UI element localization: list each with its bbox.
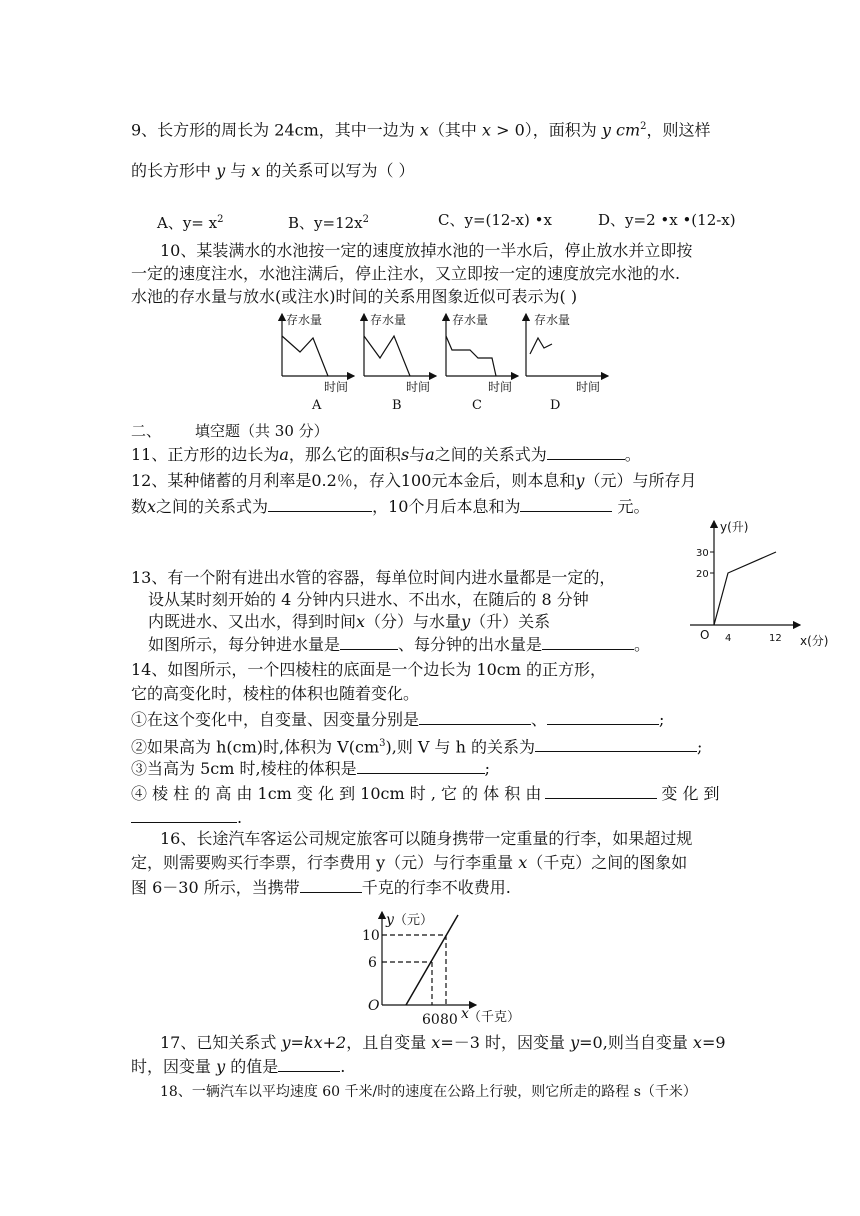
q14-line1: 14、如图所示，一个四棱柱的底面是一个边长为 10cm 的正方形， xyxy=(131,660,607,679)
q9-text: ，则这样 xyxy=(646,120,711,140)
q17-equation: y=kx+2 xyxy=(281,1033,347,1052)
q10-graph-d[interactable] xyxy=(526,312,608,413)
q16-origin: O xyxy=(368,998,380,1014)
q13-y-tick: 30 xyxy=(696,548,709,559)
q16-x-tick: 60 xyxy=(422,1012,440,1028)
q9-text: > 0），面积为 xyxy=(491,120,602,140)
q16-var-x: x xyxy=(518,853,528,872)
q17-var-y: y xyxy=(216,1057,226,1076)
q12-text: 之间的关系式为 xyxy=(156,497,269,516)
q14-answer-blank-3[interactable] xyxy=(357,759,485,774)
q9-var-x: x xyxy=(419,120,429,140)
q12-text: 元本金后，则本息和 xyxy=(431,471,576,490)
section-title: 填空题（共 30 分） xyxy=(195,422,329,440)
q14-answer-blank-1b[interactable] xyxy=(547,710,659,725)
q17-var-x: x xyxy=(431,1033,441,1052)
q9-text: 与 xyxy=(225,161,252,180)
q14-text: ①在这个变化中，自变量、因变量分别是 xyxy=(131,710,420,729)
q14-answer-blank-2[interactable] xyxy=(535,737,697,752)
q11-var-a: a xyxy=(425,445,435,464)
q10-graph-a[interactable] xyxy=(282,312,354,413)
q14-text: ; xyxy=(697,737,703,757)
q14-item4 xyxy=(131,784,720,804)
q17-text: 时，因变量 xyxy=(131,1057,217,1076)
q13-x-tick: 4 xyxy=(725,633,732,644)
q13-graph xyxy=(688,515,838,655)
q16-y-axis-var: y xyxy=(386,912,394,928)
q11-var-s: s xyxy=(400,445,410,464)
q16-y-axis-unit: （元） xyxy=(394,913,434,928)
q10-graph-xlabel: 时间 xyxy=(406,380,431,394)
q17-text: =0,则当自变量 xyxy=(579,1033,693,1052)
q11-text: ，那么它的面积 xyxy=(288,445,401,464)
q9-var-y: y xyxy=(601,120,611,140)
q9-option-a-text: A、y= x xyxy=(157,214,218,232)
q13-y-axis-label: y(升) xyxy=(720,520,749,534)
q12-text: ， xyxy=(372,497,389,516)
q12-text: 数 xyxy=(131,497,148,516)
q10-graph-xlabel: 时间 xyxy=(324,380,349,394)
q9-option-a-sup: 2 xyxy=(217,214,224,225)
q11-text: 与 xyxy=(409,445,426,464)
q9-line1 xyxy=(131,117,711,140)
q11-var-a: a xyxy=(279,445,289,464)
q13-text: 如图所示，每分钟进水量是 xyxy=(148,635,341,654)
q12-answer-blank-1[interactable] xyxy=(268,497,372,512)
q9-option-d[interactable]: D、y=2 •x •(12-x) xyxy=(598,211,736,229)
q16-x-axis-unit: （千克） xyxy=(468,1010,521,1025)
q9-text: 9、长方形的周长为 24cm，其中一边为 xyxy=(131,120,420,140)
q12-text: 个月后本息和为 xyxy=(408,497,521,516)
q13-text: 。 xyxy=(634,635,651,654)
q16-text: （千克）之间的图象如 xyxy=(527,853,688,872)
q14-item1 xyxy=(131,710,664,730)
q9-unit: cm xyxy=(610,120,641,140)
q14-text: 变 化 到 xyxy=(661,784,720,803)
q13-answer-blank-2[interactable] xyxy=(542,635,634,650)
q13-y-tick: 20 xyxy=(696,569,709,580)
q13-line3 xyxy=(148,612,550,632)
q14-answer-blank-4b[interactable] xyxy=(131,808,237,823)
q9-text: 的关系可以写为（ ） xyxy=(260,161,415,180)
q9-sup: 2 xyxy=(640,121,647,132)
q11-line xyxy=(131,445,641,465)
q16-graph xyxy=(330,910,521,1028)
q16-text: 定，则需要购买行李票，行李费用 y（元）与行李重量 xyxy=(131,853,519,872)
q17-text: 的值是 xyxy=(225,1057,279,1076)
q17-line2 xyxy=(131,1057,345,1077)
q12-text: ，存入 xyxy=(352,471,401,490)
q10-graph-letter: D xyxy=(550,398,561,413)
q10-graph-xlabel: 时间 xyxy=(576,380,601,394)
q13-x-tick: 12 xyxy=(769,633,782,644)
q16-line xyxy=(406,915,458,1005)
q14-text: ④ 棱 柱 的 高 由 1cm 变 化 到 10cm 时 , 它 的 体 积 由 xyxy=(131,784,542,803)
q16-y-tick: 6 xyxy=(368,955,377,971)
q17-line1 xyxy=(160,1033,726,1053)
q9-option-c[interactable]: C、y=(12-x) •x xyxy=(438,211,552,229)
q10-graphs xyxy=(268,310,628,412)
q17-text: 17、已知关系式 xyxy=(160,1033,282,1052)
q16-line1: 16、长途汽车客运公司规定旅客可以随身携带一定重量的行李，如果超过规 xyxy=(160,829,693,848)
q14-text: ),则 V 与 h 的关系为 xyxy=(385,737,536,757)
q13-text: （分）与水量 xyxy=(365,612,462,631)
q10-line1: 10、某装满水的水池按一定的速度放掉水池的一半水后，停止放水并立即按 xyxy=(160,241,693,260)
q17-text: ，且自变量 xyxy=(346,1033,432,1052)
q12-rate: 0.2％ xyxy=(311,471,353,490)
q9-option-a[interactable] xyxy=(157,210,223,233)
q13-line4 xyxy=(148,635,650,655)
q14-line2: 它的高变化时，棱柱的体积也随着变化。 xyxy=(131,684,420,703)
q13-text: 内既进水、又出水，得到时间 xyxy=(148,612,357,631)
q13-x-axis-label: x(分) xyxy=(800,634,829,648)
q13-line1: 13、有一个附有进出水管的容器，每单位时间内进水量都是一定的， xyxy=(131,568,616,587)
q16-y-tick: 10 xyxy=(362,928,380,944)
q17-text: . xyxy=(340,1057,346,1076)
q10-graph-ylabel: 存水量 xyxy=(534,313,571,327)
q10-graph-xlabel: 时间 xyxy=(488,380,513,394)
q13-text: （升）关系 xyxy=(470,612,551,631)
q12-text: 元。 xyxy=(612,497,650,516)
q16-answer-blank[interactable] xyxy=(300,878,362,893)
q12-amount: 100 xyxy=(400,471,432,490)
q14-item2 xyxy=(131,734,702,757)
q11-text: 之间的关系式为 xyxy=(434,445,547,464)
q16-line2 xyxy=(131,853,687,873)
q10-graph-b[interactable] xyxy=(364,312,436,413)
q12-line1 xyxy=(131,471,696,491)
q12-answer-blank-2[interactable] xyxy=(520,497,612,512)
q14-text: ③当高为 5cm 时,棱柱的体积是 xyxy=(131,759,357,778)
q12-line2 xyxy=(131,497,650,517)
q17-var-x: x xyxy=(692,1033,702,1052)
section-heading xyxy=(131,421,329,441)
q14-text: 、 xyxy=(531,710,548,729)
q9-text: 的长方形中 xyxy=(131,161,217,180)
section-number: 二、 xyxy=(131,422,162,440)
q10-graph-letter: C xyxy=(472,398,482,413)
q11-text: 。 xyxy=(624,445,641,464)
q9-var-x: x xyxy=(251,161,261,180)
q9-option-b[interactable] xyxy=(288,210,369,233)
q13-var-x: x xyxy=(356,612,366,631)
q10-line2: 一定的速度注水，水池注满后，停止注水，又立即按一定的速度放完水池的水. xyxy=(131,264,681,283)
q11-text: 11、正方形的边长为 xyxy=(131,445,280,464)
q17-var-y: y xyxy=(570,1033,580,1052)
q14-text: ; xyxy=(659,710,665,729)
q16-text: 图 6－30 所示，当携带 xyxy=(131,878,300,897)
q14-text: ; xyxy=(484,759,490,778)
q14-item4-cont xyxy=(131,808,242,828)
q14-answer-blank-4a[interactable] xyxy=(545,784,657,799)
q16-x-axis-var: x xyxy=(461,1006,469,1022)
q14-answer-blank-1a[interactable] xyxy=(419,710,531,725)
q9-var-x: x xyxy=(481,120,492,140)
q13-origin: O xyxy=(700,628,710,642)
q13-var-y: y xyxy=(461,612,471,631)
q14-text: . xyxy=(237,808,243,827)
q10-graph-ylabel: 存水量 xyxy=(286,313,323,327)
q13-line xyxy=(714,552,776,625)
q14-item3 xyxy=(131,759,490,779)
q18-line1: 18、一辆汽车以平均速度 60 千米/时的速度在公路上行驶，则它所走的路程 s（千米） xyxy=(160,1084,697,1100)
q11-answer-blank[interactable] xyxy=(547,445,625,460)
q13-text: 、每分钟的出水量是 xyxy=(398,635,543,654)
q9-option-b-text: B、y=12x xyxy=(288,214,363,232)
q10-graph-ylabel: 存水量 xyxy=(452,313,489,327)
q14-sup: 3 xyxy=(379,738,386,749)
q16-line3 xyxy=(131,878,511,898)
q9-text: （其中 xyxy=(428,120,482,140)
q10-graph-letter: A xyxy=(312,398,322,413)
q10-graph-ylabel: 存水量 xyxy=(370,313,407,327)
q13-line2: 设从某时刻开始的 4 分钟内只进水、不出水，在随后的 8 分钟 xyxy=(148,590,589,609)
q12-var-y: y xyxy=(575,471,585,490)
q17-answer-blank[interactable] xyxy=(278,1057,340,1072)
q17-text: =－3 时，因变量 xyxy=(440,1033,571,1052)
q12-text: （元）与所存月 xyxy=(584,471,697,490)
q17-text: =9 xyxy=(701,1033,726,1052)
q12-months: 10 xyxy=(388,497,409,516)
q13-answer-blank-1[interactable] xyxy=(340,635,398,650)
q9-var-y: y xyxy=(216,161,226,180)
q16-text: 千克的行李不收费用. xyxy=(361,878,511,897)
q12-var-x: x xyxy=(147,497,157,516)
q9-line2 xyxy=(131,161,415,181)
q12-text: 12、某种储蓄的月利率是 xyxy=(131,471,312,490)
q16-x-tick: 80 xyxy=(440,1012,458,1028)
q10-graph-letter: B xyxy=(392,398,402,413)
q10-graph-c[interactable] xyxy=(446,312,518,413)
q10-line3: 水池的存水量与放水(或注水)时间的关系用图象近似可表示为( ) xyxy=(131,287,578,306)
q14-text: ②如果高为 h(cm)时,体积为 V(cm xyxy=(131,737,380,757)
q9-option-b-sup: 2 xyxy=(362,214,369,225)
